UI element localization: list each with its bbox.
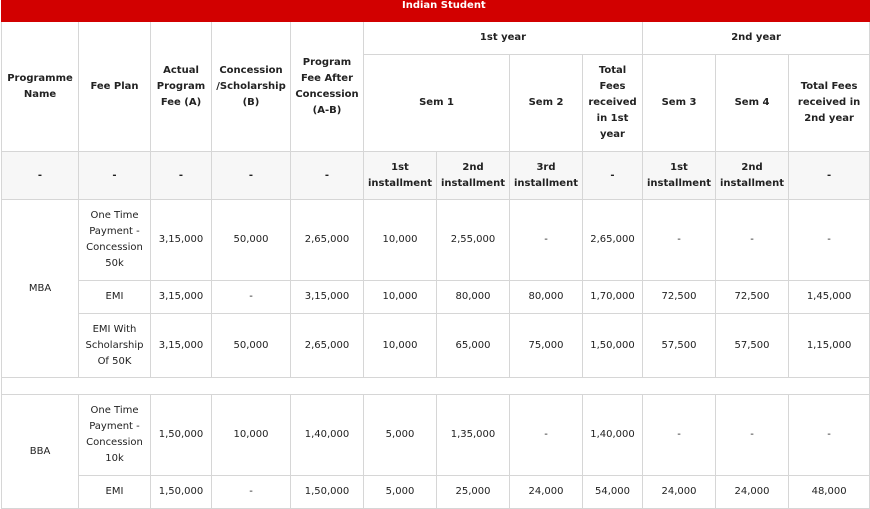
table-row — [2, 476, 870, 509]
table-cell: 1,70,000 — [583, 281, 643, 314]
table-cell: 50,000 — [212, 200, 291, 281]
header-sem-1: Sem 1 — [364, 55, 510, 152]
table-cell: 10,000 — [364, 200, 437, 281]
table-cell: 1,50,000 — [583, 314, 643, 378]
installment-cell: 3rd installment — [510, 152, 583, 200]
programme-name-mba: MBA — [2, 200, 79, 378]
header-sem-3: Sem 3 — [643, 55, 716, 152]
table-cell: 1,45,000 — [789, 281, 870, 314]
installment-cell: - — [583, 152, 643, 200]
table-cell: 1,15,000 — [789, 314, 870, 378]
table-cell: 10,000 — [364, 314, 437, 378]
table-cell: 10,000 — [364, 281, 437, 314]
table-cell: - — [643, 395, 716, 476]
programme-name-bba: BBA — [2, 395, 79, 509]
table-cell: - — [716, 200, 789, 281]
table-cell: 5,000 — [364, 476, 437, 509]
table-cell: 2,65,000 — [583, 200, 643, 281]
table-cell: 3,15,000 — [151, 200, 212, 281]
table-cell: 48,000 — [789, 476, 870, 509]
table-cell: 1,50,000 — [151, 395, 212, 476]
table-cell: - — [212, 476, 291, 509]
fee-plan-cell: One Time Payment - Concession 50k — [79, 200, 151, 281]
table-cell: - — [789, 200, 870, 281]
spacer-row — [2, 378, 870, 395]
table-cell: 50,000 — [212, 314, 291, 378]
header-actual-fee: Actual Program Fee (A) — [151, 22, 212, 152]
fee-plan-cell: EMI — [79, 476, 151, 509]
table-cell: 1,50,000 — [291, 476, 364, 509]
table-cell: 57,500 — [716, 314, 789, 378]
installment-row — [2, 152, 870, 200]
header-total-year-2: Total Fees received in 2nd year — [789, 55, 870, 152]
installment-cell: 1st installment — [364, 152, 437, 200]
banner-title: Indian Student — [2, 1, 870, 22]
table-cell: 72,500 — [716, 281, 789, 314]
installment-cell: 2nd installment — [437, 152, 510, 200]
table-cell: 2,55,000 — [437, 200, 510, 281]
table-cell: 72,500 — [643, 281, 716, 314]
table-cell: 2,65,000 — [291, 314, 364, 378]
table-cell: 80,000 — [437, 281, 510, 314]
fee-plan-cell: EMI — [79, 281, 151, 314]
header-fee-after-concession: Program Fee After Concession (A-B) — [291, 22, 364, 152]
fee-table — [1, 0, 870, 509]
table-row — [2, 281, 870, 314]
installment-cell: 1st installment — [643, 152, 716, 200]
header-year-1: 1st year — [364, 22, 643, 55]
fee-plan-cell: One Time Payment - Concession 10k — [79, 395, 151, 476]
table-cell: 1,50,000 — [151, 476, 212, 509]
header-fee-plan: Fee Plan — [79, 22, 151, 152]
header-total-year-1: Total Fees received in 1st year — [583, 55, 643, 152]
table-row — [2, 395, 870, 476]
table-cell: 25,000 — [437, 476, 510, 509]
installment-cell: - — [2, 152, 79, 200]
installment-cell: - — [291, 152, 364, 200]
header-sem-2: Sem 2 — [510, 55, 583, 152]
table-cell: 5,000 — [364, 395, 437, 476]
table-cell: 3,15,000 — [291, 281, 364, 314]
installment-cell: - — [151, 152, 212, 200]
table-row — [2, 314, 870, 378]
table-cell: 1,35,000 — [437, 395, 510, 476]
table-cell: 75,000 — [510, 314, 583, 378]
spacer-cell — [2, 378, 870, 395]
header-concession: Concession /Scholarship (B) — [212, 22, 291, 152]
table-cell: 1,40,000 — [291, 395, 364, 476]
table-cell: - — [716, 395, 789, 476]
installment-cell: - — [79, 152, 151, 200]
table-cell: 24,000 — [510, 476, 583, 509]
fee-plan-cell: EMI With Scholarship Of 50K — [79, 314, 151, 378]
header-year-2: 2nd year — [643, 22, 870, 55]
header-programme-name: Programme Name — [2, 22, 79, 152]
table-cell: 57,500 — [643, 314, 716, 378]
table-cell: 2,65,000 — [291, 200, 364, 281]
table-cell: 3,15,000 — [151, 281, 212, 314]
table-cell: 3,15,000 — [151, 314, 212, 378]
table-cell: 24,000 — [643, 476, 716, 509]
banner-row — [2, 1, 870, 22]
table-cell: 10,000 — [212, 395, 291, 476]
table-cell: - — [510, 200, 583, 281]
installment-cell: - — [789, 152, 870, 200]
installment-cell: - — [212, 152, 291, 200]
table-cell: 54,000 — [583, 476, 643, 509]
table-cell: 65,000 — [437, 314, 510, 378]
table-cell: - — [643, 200, 716, 281]
table-cell: - — [510, 395, 583, 476]
table-cell: 80,000 — [510, 281, 583, 314]
table-cell: 24,000 — [716, 476, 789, 509]
table-row — [2, 200, 870, 281]
installment-cell: 2nd installment — [716, 152, 789, 200]
table-cell: 1,40,000 — [583, 395, 643, 476]
table-cell: - — [789, 395, 870, 476]
header-sem-4: Sem 4 — [716, 55, 789, 152]
table-cell: - — [212, 281, 291, 314]
